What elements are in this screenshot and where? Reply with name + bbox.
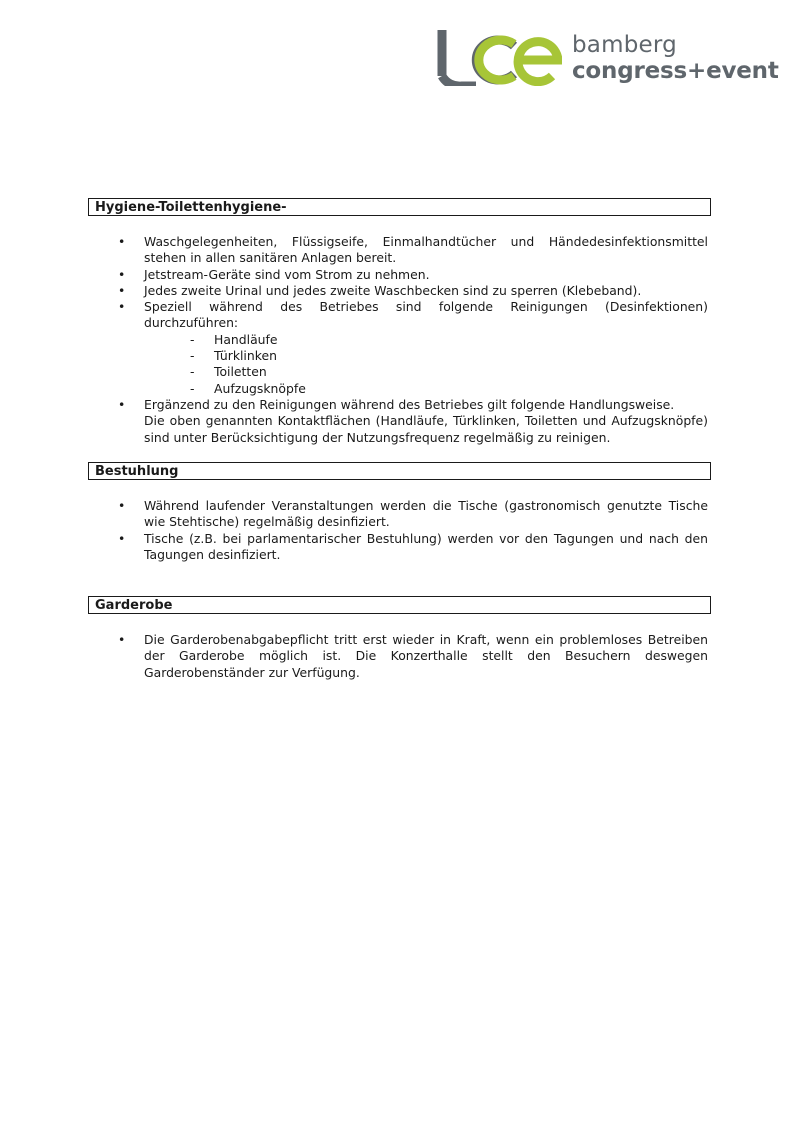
list-item-line: • Ergänzend zu den Reinigungen während des Betriebes gilt folgende Handlungsweise.	[144, 396, 675, 412]
bce-logo-mark-icon	[436, 30, 562, 86]
section-header-garderobe: Garderobe	[88, 596, 711, 614]
list-item	[118, 397, 708, 446]
section-header-hygiene: Hygiene-Toilettenhygiene-	[88, 198, 711, 216]
list-item-line: Die oben genannten Kontaktflächen (Handläufe, Türklinken, Toiletten und Aufzugsknöpfe) sind unter Berücksichtigung der Nutzungsfrequenz regelmäßig zu reinigen.	[144, 413, 708, 445]
company-logo	[436, 30, 779, 92]
sub-list-item: - Türklinken	[118, 348, 708, 364]
logo-wordmark	[572, 34, 779, 83]
section-body-garderobe	[118, 632, 708, 681]
hygiene-bullet-list	[118, 234, 708, 332]
cleaning-surfaces-list	[118, 332, 708, 397]
sub-list-item: - Aufzugsknöpfe	[118, 381, 708, 397]
list-item-text: • Speziell während des Betriebes sind folgende Reinigungen (Desinfektionen) durchzuführen:	[144, 299, 708, 331]
sub-list-item: - Handläufe	[118, 332, 708, 348]
list-item: • Die Garderobenabgabepflicht tritt erst wieder in Kraft, wenn ein problemloses Betreiben der Garderobe möglich ist. Die Konzerthalle stellt den Besuchern deswegen Garderobenständer zur Verfügung.	[118, 632, 708, 681]
logo-line-bamberg: bamberg	[572, 32, 677, 58]
bestuhlung-bullet-list	[118, 498, 708, 563]
list-item: • Jedes zweite Urinal und jedes zweite Waschbecken sind zu sperren (Klebeband).	[118, 283, 708, 299]
section-body-bestuhlung	[118, 498, 708, 563]
list-item: • Während laufender Veranstaltungen werden die Tische (gastronomisch genutzte Tische wie Stehtische) regelmäßig desinfiziert.	[118, 498, 708, 531]
section-header-bestuhlung: Bestuhlung	[88, 462, 711, 480]
garderobe-bullet-list	[118, 632, 708, 681]
logo-line-congress-event: congress+event	[572, 58, 779, 84]
hygiene-bullet-list-continued	[118, 397, 708, 446]
sub-list-item: - Toiletten	[118, 364, 708, 380]
list-item: • Jetstream-Geräte sind vom Strom zu nehmen.	[118, 267, 708, 283]
section-body-hygiene	[118, 234, 708, 446]
list-item	[118, 299, 708, 332]
list-item: • Waschgelegenheiten, Flüssigseife, Einmalhandtücher und Händedesinfektionsmittel stehen in allen sanitären Anlagen bereit.	[118, 234, 708, 267]
list-item: • Tische (z.B. bei parlamentarischer Bestuhlung) werden vor den Tagungen und nach den Tagungen desinfiziert.	[118, 531, 708, 564]
